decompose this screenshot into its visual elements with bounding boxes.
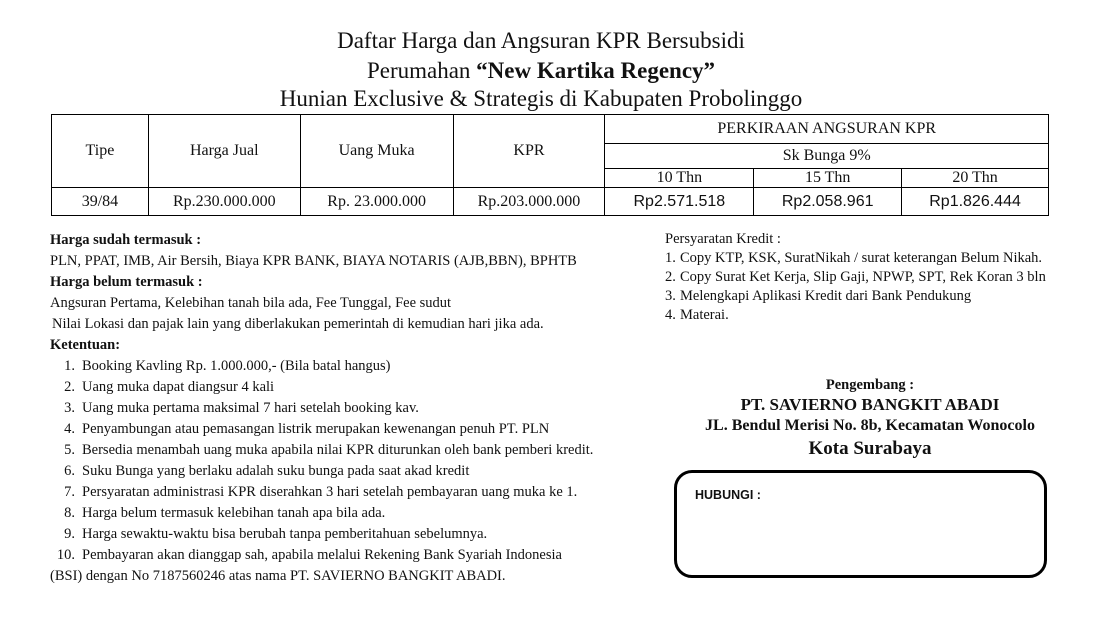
header-bunga: Sk Bunga 9% bbox=[605, 144, 1049, 169]
developer-label: Pengembang : bbox=[825, 377, 915, 393]
list-item: 1. Booking Kavling Rp. 1.000.000,- (Bila batal hangus) bbox=[64, 358, 391, 374]
header-tenor-15: 15 Thn bbox=[754, 169, 902, 188]
cell-angsuran-10: Rp2.571.518 bbox=[605, 188, 754, 216]
title-line-1: Daftar Harga dan Angsuran KPR Bersubsidi bbox=[337, 28, 745, 53]
list-item: 5. Bersedia menambah uang muka apabila nilai KPR diturunkan oleh bank pemberi kredit. bbox=[64, 442, 594, 458]
header-uang-muka: Uang Muka bbox=[300, 115, 453, 188]
list-item: 4. Materai. bbox=[665, 307, 729, 323]
terms-section bbox=[50, 230, 660, 587]
excluded-heading: Harga belum termasuk : bbox=[50, 274, 203, 290]
cell-tipe: 39/84 bbox=[52, 188, 149, 216]
cell-uang-muka: Rp. 23.000.000 bbox=[300, 188, 453, 216]
ketentuan-heading: Ketentuan: bbox=[50, 337, 121, 353]
excluded-text-1: Angsuran Pertama, Kelebihan tanah bila ada, Fee Tunggal, Fee sudut bbox=[50, 295, 452, 311]
persyaratan-heading: Persyaratan Kredit : bbox=[665, 231, 781, 247]
contact-box bbox=[674, 470, 1047, 578]
list-item: 2. Copy Surat Ket Kerja, Slip Gaji, NPWP, SPT, Rek Koran 3 bln bbox=[665, 269, 1046, 285]
list-item: 9. Harga sewaktu-waktu bisa berubah tanpa pemberitahuan sebelumnya. bbox=[64, 526, 488, 542]
project-name: “New Kartika Regency” bbox=[476, 58, 716, 83]
header-harga-jual: Harga Jual bbox=[148, 115, 300, 188]
title-line-2 bbox=[0, 58, 1092, 84]
ketentuan-item-10-continued: (BSI) dengan No 7187560246 atas nama PT. SAVIERNO BANGKIT ABADI. bbox=[50, 568, 506, 584]
excluded-text-2: Nilai Lokasi dan pajak lain yang diberlakukan pemerintah di kemudian hari jika ada. bbox=[52, 316, 544, 332]
included-heading: Harga sudah termasuk : bbox=[50, 232, 202, 248]
list-item: 7. Persyaratan administrasi KPR diserahkan 3 hari setelah pembayaran uang muka ke 1. bbox=[64, 484, 578, 500]
list-item: 4. Penyambungan atau pemasangan listrik merupakan kewenangan penuh PT. PLN bbox=[64, 421, 550, 437]
price-table bbox=[51, 114, 1049, 216]
developer-address: JL. Bendul Merisi No. 8b, Kecamatan Wonocolo bbox=[705, 417, 1035, 434]
persyaratan-list bbox=[665, 249, 1065, 325]
cell-harga: Rp.230.000.000 bbox=[148, 188, 300, 216]
header-kpr: KPR bbox=[453, 115, 605, 188]
header-tenor-20: 20 Thn bbox=[902, 169, 1049, 188]
cell-angsuran-20: Rp1.826.444 bbox=[902, 188, 1049, 216]
list-item: 6. Suku Bunga yang berlaku adalah suku bunga pada saat akad kredit bbox=[64, 463, 470, 479]
included-text: PLN, PPAT, IMB, Air Bersih, Biaya KPR BANK, BIAYA NOTARIS (AJB,BBN), BPHTB bbox=[50, 253, 577, 269]
cell-angsuran-15: Rp2.058.961 bbox=[754, 188, 902, 216]
requirements-section bbox=[665, 230, 1065, 325]
header-tenor-10: 10 Thn bbox=[605, 169, 754, 188]
title-prefix: Perumahan bbox=[366, 58, 477, 83]
list-item: 3. Uang muka pertama maksimal 7 hari setelah booking kav. bbox=[64, 400, 419, 416]
ketentuan-list bbox=[50, 356, 660, 566]
list-item: 2. Uang muka dapat diangsur 4 kali bbox=[64, 379, 275, 395]
list-item: 1. Copy KTP, KSK, SuratNikah / surat keterangan Belum Nikah. bbox=[665, 250, 1043, 266]
header-perkiraan-angsuran: PERKIRAAN ANGSURAN KPR bbox=[605, 115, 1049, 144]
header-tipe: Tipe bbox=[52, 115, 149, 188]
table-row bbox=[52, 188, 1049, 216]
developer-name: PT. SAVIERNO BANGKIT ABADI bbox=[740, 395, 1000, 414]
contact-label: HUBUNGI : bbox=[695, 488, 761, 502]
cell-kpr: Rp.203.000.000 bbox=[453, 188, 605, 216]
developer-city: Kota Surabaya bbox=[808, 438, 932, 459]
list-item: 8. Harga belum termasuk kelebihan tanah apa bila ada. bbox=[64, 505, 386, 521]
list-item: 10. Pembayaran akan dianggap sah, apabila melalui Rekening Bank Syariah Indonesia bbox=[56, 547, 562, 563]
list-item: 3. Melengkapi Aplikasi Kredit dari Bank Pendukung bbox=[665, 288, 972, 304]
title-line-3: Hunian Exclusive & Strategis di Kabupaten Probolinggo bbox=[279, 86, 803, 111]
